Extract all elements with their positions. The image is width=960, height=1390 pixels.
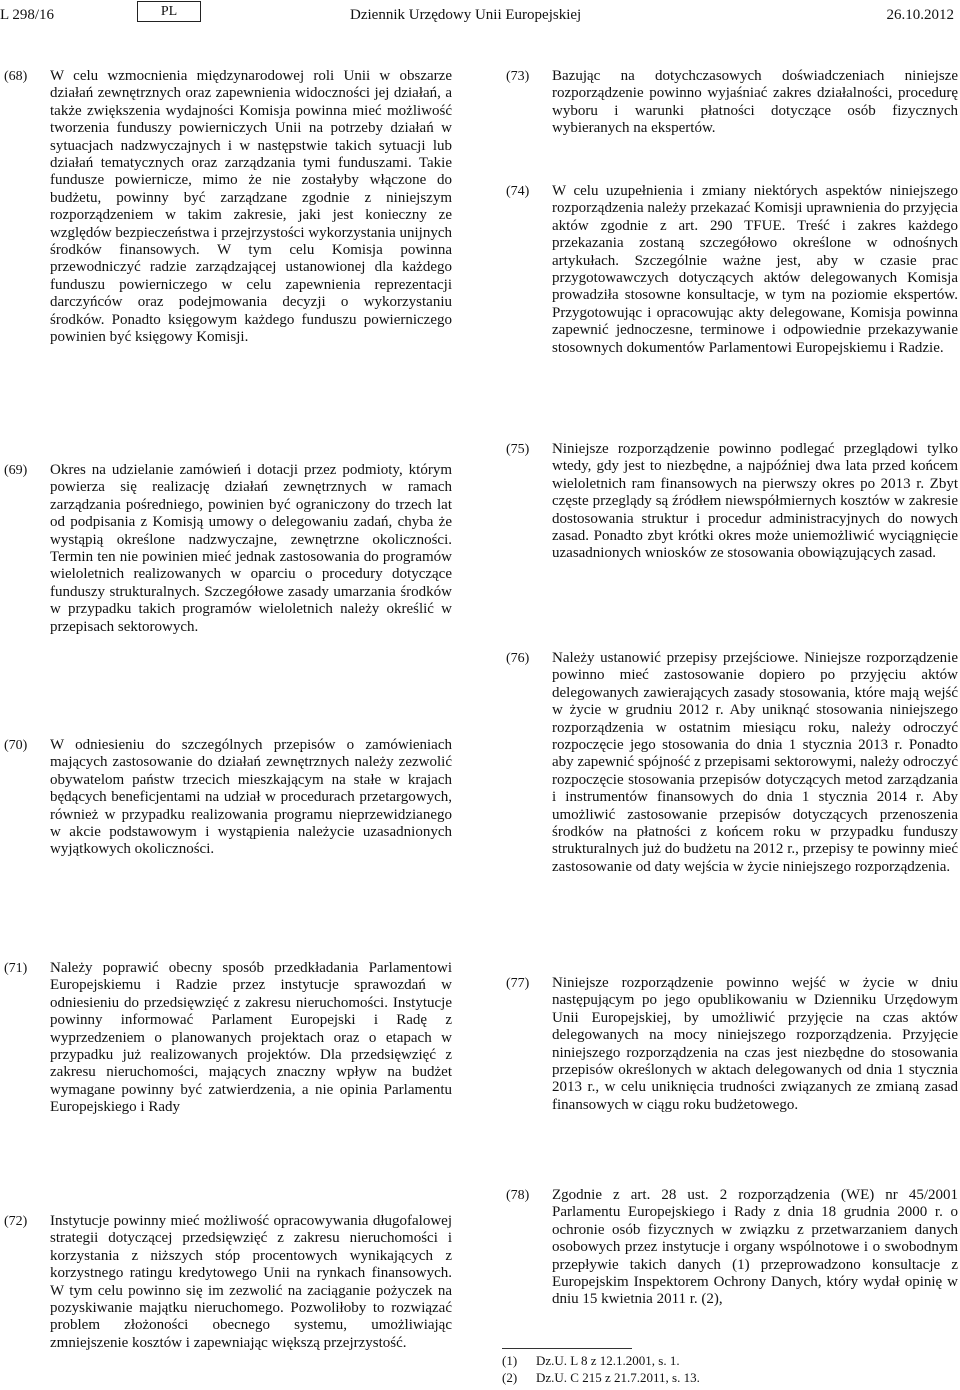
journal-title: Dziennik Urzędowy Unii Europejskiej bbox=[350, 7, 582, 23]
footnotes bbox=[502, 1352, 958, 1386]
recital-text: Okres na udzielanie zamówień i dotacji przez podmioty, którym powierza się realizację działań zewnętrznych w ramach zarządzania pośredniego, powinien być ograniczony do trzech lat od podpisania z Komisją umowy o delegowaniu zadań, chyba że wystąpią określone nadzwyczajne, zewnętrzne okoliczności. Termin ten nie powinien mieć jednak zastosowania do programów wieloletnich realizowanych w oparciu o procedury dotyczące funduszy strukturalnych. Szczegółowe zasady umarzania środków w przypadku takich programów wieloletnich należy określić w przepisach sektorowych. bbox=[50, 462, 452, 635]
recital-76 bbox=[502, 650, 958, 876]
recital-74 bbox=[502, 183, 958, 357]
recital-70 bbox=[0, 737, 452, 859]
recital-text: Należy ustanowić przepisy przejściowe. Niniejsze rozporządzenie powinno mieć zastosowanie dopiero po przyjęciu aktów delegowanych zawierających zasady stosowania, które mają wejść w życie w grudniu 2012 r. Aby uniknąć stosowania niniejszego rozporządzenia w ostatnim miesiącu roku, należy odroczyć rozpoczęcie jego stosowania do dnia 1 stycznia 2013 r. Ponadto aby zapewnić spójność z przepisami sektorowymi, należy odroczyć rozpoczęcie stosowania przepisów dotyczących metod zarządzania i instrumentów finansowych do dnia 1 stycznia 2014 r. Aby umożliwić zastosowanie przepisów dotyczących przenoszenia środków na płatności z końcem roku w przypadku funduszy strukturalnych już do budżetu na 2012 r., przepisy te powinny mieć zastosowanie od daty wejścia w życie niniejszego rozporządzenia. bbox=[552, 650, 958, 875]
footnote-text: Dz.U. L 8 z 12.1.2001, s. 1. bbox=[536, 1353, 680, 1368]
recital-text: W celu wzmocnienia międzynarodowej roli Unii w obszarze działań zewnętrznych oraz zapewnienia widoczności jej działań, a także zwiększenia wydajności Komisja powinna mieć możliwość tworzenia funduszy powierniczych Unii na potrzeby działań w sytuacjach nadzwyczajnych i w następstwie takich sytuacji lub działań tematycznych oraz zarządzania tymi funduszami. Takie fundusze powiernicze, mimo że nie zostałyby włączone do budżetu, powinny być zarządzane zgodnie z niniejszym rozporządzeniem w takim zakresie, jaki jest konieczny ze względów bezpieczeństwa i przejrzystości wykorzystania unijnych środków finansowych. W tym celu Komisja powinna przewodniczyć radzie zarządzającej ustanowionej dla każdego funduszu powierniczego w celu zapewnienia reprezentacji darczyńców oraz podejmowania decyzji o wykorzystaniu środków. Ponadto księgowym każdego funduszu powierniczego powinien być księgowy Komisji. bbox=[50, 68, 452, 346]
recital-73 bbox=[502, 68, 958, 138]
page-number: L 298/16 bbox=[0, 7, 55, 23]
recital-text: W odniesieniu do szczególnych przepisów o zamówieniach mających zastosowanie do działań zewnętrznych należy zezwolić obywatelom państw trzecich mieszkającym na stałe w krajach będących beneficjentami na udział w procedurach przetargowych, również w przypadku realizowania programu nieprzewidzianego w akcie podstawowym i wystąpienia należycie uzasadnionych wyjątkowych okoliczności. bbox=[50, 737, 452, 858]
recital-68 bbox=[0, 68, 452, 347]
recital-71 bbox=[0, 960, 452, 1117]
recital-number: (69) bbox=[4, 463, 28, 478]
recital-number: (73) bbox=[506, 69, 530, 84]
language-box: PL bbox=[137, 1, 201, 22]
recital-number: (76) bbox=[506, 651, 530, 666]
recital-number: (77) bbox=[506, 976, 530, 991]
recital-text: Niniejsze rozporządzenie powinno podlegać przeglądowi tylko wtedy, gdy jest to niezbędne, a najpóźniej dwa lata przed końcem wieloletnich ram finansowych na pierwszy okres po 2013 r. Zbyt częste przeglądy są źródłem niewspółmiernych kosztów w zakresie dostosowania struktur i procedur administracyjnych do nowych zasad. Ponadto zbyt krótki okres może uniemożliwić wyciągnięcie uzasadnionych wniosków ze stosowania obowiązujących zasad. bbox=[552, 441, 958, 562]
recital-72 bbox=[0, 1213, 452, 1352]
recital-text: Niniejsze rozporządzenie powinno wejść w życie w dniu następującym po jego opublikowaniu w Dzienniku Urzędowym Unii Europejskiej, by umożliwić przyjęcie na czas aktów delegowanych na mocy niniejszego rozporządzenia. Przyjęcie niniejszego rozporządzenia na czas jest niezbędne do stosowania przepisów określonych w aktach delegowanych od dnia 1 stycznia 2013 r., w celu uniknięcia trudności związanych ze zmianą zasad finansowych w ciągu roku budżetowego. bbox=[552, 975, 958, 1113]
footnote-text: Dz.U. C 215 z 21.7.2011, s. 13. bbox=[536, 1370, 700, 1385]
footnote-divider bbox=[502, 1348, 632, 1349]
footnote-mark: (2) bbox=[502, 1370, 518, 1385]
recital-number: (72) bbox=[4, 1214, 28, 1229]
recital-text: Instytucje powinny mieć możliwość opracowywania długofalowej strategii dotyczącej przedsięwzięć z zakresu nieruchomości i korzystania z niższych stóp procentowych wynikających z korzystnego ratingu kredytowego Unii na rynkach finansowych. W tym celu powinno się im zezwolić na zaciąganie pożyczek na pozyskiwanie majątku nieruchomego. Pozwoliłoby to rozwiązać problem złożoności obecnego systemu, umożliwiając zmniejszenie kosztów i zapewniając większą przejrzystość. bbox=[50, 1213, 452, 1351]
recital-text: W celu uzupełnienia i zmiany niektórych aspektów niniejszego rozporządzenia należy przekazać Komisji uprawnienia do przyjęcia aktów zgodnie z art. 290 TFUE. Treść i zakres każdego przekazania zostaną szczegółowo określone w odnośnych artykułach. Szczególnie ważne jest, aby w czasie prac przygotowawczych dotyczących aktów delegowanych Komisja prowadziła stosowne konsultacje, w tym na poziomie ekspertów. Przygotowując i opracowując akty delegowane, Komisja powinna zapewnić jednoczesne, terminowe i odpowiednie przekazywanie stosownych dokumentów Parlamentowi Europejskiemu i Radzie. bbox=[552, 183, 958, 356]
publication-date: 26.10.2012 bbox=[886, 7, 954, 23]
recital-number: (71) bbox=[4, 961, 28, 976]
recital-number: (75) bbox=[506, 442, 530, 457]
page-header bbox=[0, 0, 960, 26]
recital-77 bbox=[502, 975, 958, 1114]
recital-number: (78) bbox=[506, 1188, 530, 1203]
footnote-1 bbox=[502, 1352, 958, 1369]
recital-text: Należy poprawić obecny sposób przedkładania Parlamentowi Europejskiemu i Radzie przez instytucje sprawozdań w odniesieniu do przedsięwzięć z zakresu nieruchomości. Instytucje powinny informować Parlament Europejski i Radę z wyprzedzeniem o planowanych projektach oraz o etapach w przypadku już realizowanych projektów. Dla przedsięwzięć z zakresu nieruchomości, mających znaczny wpływ na budżet wymagane powinny być zatwierdzenia, a nie opinia Parlamentu Europejskiego i Rady bbox=[50, 960, 452, 1116]
recital-text: Zgodnie z art. 28 ust. 2 rozporządzenia (WE) nr 45/2001 Parlamentu Europejskiego i Rady z dnia 18 grudnia 2000 r. o ochronie osób fizycznych w związku z przetwarzaniem danych osobowych przez instytucje i organy wspólnotowe i o swobodnym przepływie takich danych (1) przeprowadzono konsultacje z Europejskim Inspektorem Ochrony Danych, który wydał opinię w dniu 15 kwietnia 2011 r. (2), bbox=[552, 1187, 958, 1308]
recital-number: (74) bbox=[506, 184, 530, 199]
recital-number: (68) bbox=[4, 69, 28, 84]
recital-69 bbox=[0, 462, 452, 636]
footnote-2 bbox=[502, 1369, 958, 1386]
recital-78 bbox=[502, 1187, 958, 1309]
recital-75 bbox=[502, 441, 958, 563]
footnote-mark: (1) bbox=[502, 1353, 518, 1368]
recital-number: (70) bbox=[4, 738, 28, 753]
recital-text: Bazując na dotychczasowych doświadczeniach niniejsze rozporządzenie powinno wyjaśniać zakres działalności, procedurę wyboru i warunki płatności dotyczące osób fizycznych wybieranych na ekspertów. bbox=[552, 68, 958, 137]
